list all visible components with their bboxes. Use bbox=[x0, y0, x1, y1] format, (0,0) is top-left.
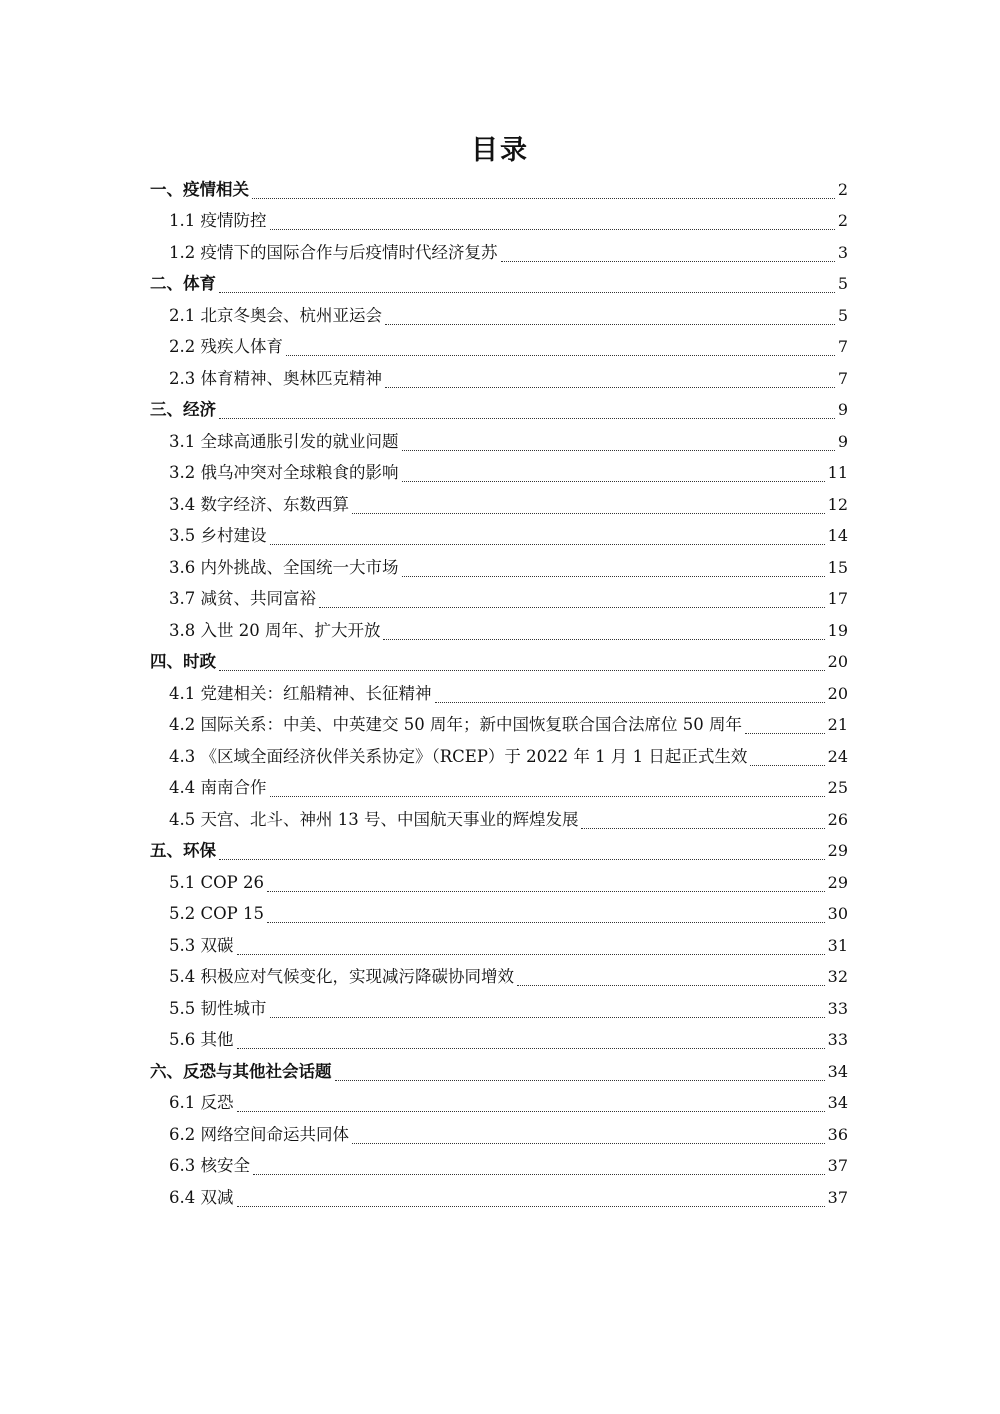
dot-leader bbox=[252, 197, 835, 199]
toc-entry-label: 三、经济 bbox=[150, 400, 216, 419]
toc-entry-label: 一、疫情相关 bbox=[150, 179, 249, 199]
toc-section-entry[interactable] bbox=[150, 174, 848, 206]
toc-entry-label: 5.1 COP 26 bbox=[169, 872, 264, 892]
toc-entry-label: 3.7 减贫、共同富裕 bbox=[169, 589, 316, 608]
dot-leader bbox=[517, 984, 825, 986]
toc-entry-label: 3.5 乡村建设 bbox=[169, 526, 267, 545]
toc-entry-label: 五、环保 bbox=[150, 841, 216, 860]
toc-page-number: 9 bbox=[837, 431, 848, 451]
toc-page-number: 15 bbox=[827, 557, 848, 577]
toc-entry-label: 6.4 双减 bbox=[169, 1187, 234, 1207]
toc-entry-label: 6.2 网络空间命运共同体 bbox=[169, 1124, 349, 1144]
dot-leader bbox=[501, 260, 835, 262]
toc-subsection-entry[interactable] bbox=[150, 521, 848, 553]
toc-entry-label: 6.3 核安全 bbox=[169, 1156, 250, 1175]
toc-page-number: 33 bbox=[827, 998, 848, 1018]
toc-subsection-entry[interactable] bbox=[150, 615, 848, 647]
dot-leader bbox=[383, 638, 824, 640]
toc-page-number: 7 bbox=[837, 368, 848, 388]
toc-subsection-entry[interactable] bbox=[150, 993, 848, 1025]
toc-subsection-entry[interactable] bbox=[150, 710, 848, 742]
toc-entry-label: 3.4 数字经济、东数西算 bbox=[169, 494, 349, 514]
toc-entry-label: 5.6 其他 bbox=[169, 1030, 234, 1049]
dot-leader bbox=[335, 1079, 825, 1081]
dot-leader bbox=[750, 764, 824, 766]
toc-subsection-entry[interactable] bbox=[150, 552, 848, 584]
toc-page-number: 5 bbox=[837, 274, 848, 294]
dot-leader bbox=[219, 858, 825, 860]
toc-entry-label: 3.8 入世 20 周年、扩大开放 bbox=[169, 620, 381, 640]
toc-subsection-entry[interactable] bbox=[150, 1088, 848, 1120]
toc-subsection-entry[interactable] bbox=[150, 773, 848, 805]
toc-page-number: 33 bbox=[827, 1030, 848, 1050]
toc-page-number: 31 bbox=[827, 935, 848, 955]
toc-subsection-entry[interactable] bbox=[150, 237, 848, 269]
dot-leader bbox=[286, 354, 835, 356]
toc-subsection-entry[interactable] bbox=[150, 678, 848, 710]
dot-leader bbox=[319, 606, 825, 608]
toc-page-number: 34 bbox=[827, 1093, 848, 1113]
toc-entry-label: 4.1 党建相关：红船精神、长征精神 bbox=[169, 683, 432, 703]
toc-entry-label: 1.1 疫情防控 bbox=[169, 211, 267, 230]
toc-page-number: 3 bbox=[837, 242, 848, 262]
toc-page-number: 30 bbox=[827, 904, 848, 924]
dot-leader bbox=[267, 890, 825, 892]
toc-section-entry[interactable] bbox=[150, 269, 848, 301]
dot-leader bbox=[237, 1110, 825, 1112]
toc-entry-label: 2.1 北京冬奥会、杭州亚运会 bbox=[169, 305, 382, 325]
toc-page-number: 2 bbox=[837, 179, 848, 199]
toc-entry-label: 4.4 南南合作 bbox=[169, 778, 267, 797]
toc-subsection-entry[interactable] bbox=[150, 1151, 848, 1183]
toc-subsection-entry[interactable] bbox=[150, 1119, 848, 1151]
toc-subsection-entry[interactable] bbox=[150, 899, 848, 931]
toc-page-number: 12 bbox=[827, 494, 848, 514]
toc-subsection-entry[interactable] bbox=[150, 584, 848, 616]
toc-entry-label: 3.6 内外挑战、全国统一大市场 bbox=[169, 557, 399, 577]
toc-page-number: 25 bbox=[827, 778, 848, 798]
toc-entry-label: 六、反恐与其他社会话题 bbox=[150, 1061, 332, 1081]
toc-page-number: 7 bbox=[837, 337, 848, 357]
dot-leader bbox=[385, 323, 835, 325]
dot-leader bbox=[270, 228, 835, 230]
toc-subsection-entry[interactable] bbox=[150, 300, 848, 332]
dot-leader bbox=[219, 669, 825, 671]
dot-leader bbox=[435, 701, 825, 703]
toc-section-entry[interactable] bbox=[150, 1056, 848, 1088]
toc-subsection-entry[interactable] bbox=[150, 741, 848, 773]
dot-leader bbox=[352, 1142, 825, 1144]
toc-entry-label: 二、体育 bbox=[150, 274, 216, 293]
toc-subsection-entry[interactable] bbox=[150, 1025, 848, 1057]
toc-page-number: 24 bbox=[827, 746, 848, 766]
toc-page-number: 19 bbox=[827, 620, 848, 640]
toc-page-number: 37 bbox=[827, 1187, 848, 1207]
toc-entry-label: 5.5 韧性城市 bbox=[169, 998, 267, 1018]
toc-page-number: 2 bbox=[837, 211, 848, 231]
dot-leader bbox=[270, 795, 825, 797]
toc-page-number: 17 bbox=[827, 589, 848, 609]
toc-subsection-entry[interactable] bbox=[150, 930, 848, 962]
table-of-contents bbox=[150, 174, 848, 1214]
toc-subsection-entry[interactable] bbox=[150, 332, 848, 364]
dot-leader bbox=[267, 921, 825, 923]
dot-leader bbox=[402, 449, 835, 451]
toc-entry-label: 5.2 COP 15 bbox=[169, 904, 264, 923]
toc-subsection-entry[interactable] bbox=[150, 1182, 848, 1214]
dot-leader bbox=[402, 480, 825, 482]
toc-subsection-entry[interactable] bbox=[150, 489, 848, 521]
toc-page-number: 21 bbox=[827, 715, 848, 735]
toc-entry-label: 3.1 全球高通胀引发的就业问题 bbox=[169, 431, 399, 451]
toc-page-number: 32 bbox=[827, 967, 848, 987]
toc-page-number: 36 bbox=[827, 1124, 848, 1144]
toc-entry-label: 4.3 《区域全面经济伙伴关系协定》（RCEP）于 2022 年 1 月 1 日起正式生效 bbox=[169, 746, 748, 766]
toc-page-number: 5 bbox=[837, 305, 848, 325]
toc-subsection-entry[interactable] bbox=[150, 867, 848, 899]
dot-leader bbox=[253, 1173, 825, 1175]
toc-page-number: 29 bbox=[827, 841, 848, 861]
toc-page-number: 26 bbox=[827, 809, 848, 829]
dot-leader bbox=[237, 1205, 825, 1207]
toc-section-entry[interactable] bbox=[150, 395, 848, 427]
toc-entry-label: 3.2 俄乌冲突对全球粮食的影响 bbox=[169, 463, 399, 482]
toc-page-number: 37 bbox=[827, 1156, 848, 1176]
dot-leader bbox=[237, 953, 825, 955]
toc-page-number: 34 bbox=[827, 1061, 848, 1081]
toc-subsection-entry[interactable] bbox=[150, 458, 848, 490]
dot-leader bbox=[745, 732, 825, 734]
toc-page-number: 11 bbox=[827, 463, 848, 483]
dot-leader bbox=[581, 827, 824, 829]
toc-section-entry[interactable] bbox=[150, 647, 848, 679]
toc-page-number: 29 bbox=[827, 872, 848, 892]
toc-entry-label: 4.2 国际关系：中美、中英建交 50 周年；新中国恢复联合国合法席位 50 周年 bbox=[169, 715, 742, 734]
dot-leader bbox=[219, 291, 835, 293]
toc-subsection-entry[interactable] bbox=[150, 962, 848, 994]
toc-entry-label: 6.1 反恐 bbox=[169, 1093, 234, 1112]
dot-leader bbox=[270, 543, 825, 545]
dot-leader bbox=[402, 575, 825, 577]
toc-page-number: 14 bbox=[827, 526, 848, 546]
toc-entry-label: 2.2 残疾人体育 bbox=[169, 337, 283, 356]
toc-entry-label: 5.3 双碳 bbox=[169, 935, 234, 955]
toc-entry-label: 2.3 体育精神、奥林匹克精神 bbox=[169, 368, 382, 388]
toc-page-number: 20 bbox=[827, 683, 848, 703]
toc-section-entry[interactable] bbox=[150, 836, 848, 868]
dot-leader bbox=[237, 1047, 825, 1049]
dot-leader bbox=[352, 512, 825, 514]
page-title: 目录 bbox=[471, 135, 529, 166]
dot-leader bbox=[270, 1016, 825, 1018]
toc-subsection-entry[interactable] bbox=[150, 426, 848, 458]
toc-entry-label: 4.5 天宫、北斗、神州 13 号、中国航天事业的辉煌发展 bbox=[169, 809, 579, 829]
toc-entry-label: 四、时政 bbox=[150, 652, 216, 671]
toc-entry-label: 1.2 疫情下的国际合作与后疫情时代经济复苏 bbox=[169, 242, 498, 262]
toc-subsection-entry[interactable] bbox=[150, 804, 848, 836]
toc-page-number: 20 bbox=[827, 652, 848, 672]
dot-leader bbox=[385, 386, 835, 388]
toc-page-number: 9 bbox=[837, 400, 848, 420]
toc-subsection-entry[interactable] bbox=[150, 363, 848, 395]
dot-leader bbox=[219, 417, 835, 419]
toc-entry-label: 5.4 积极应对气候变化，实现减污降碳协同增效 bbox=[169, 967, 514, 986]
toc-subsection-entry[interactable] bbox=[150, 206, 848, 238]
